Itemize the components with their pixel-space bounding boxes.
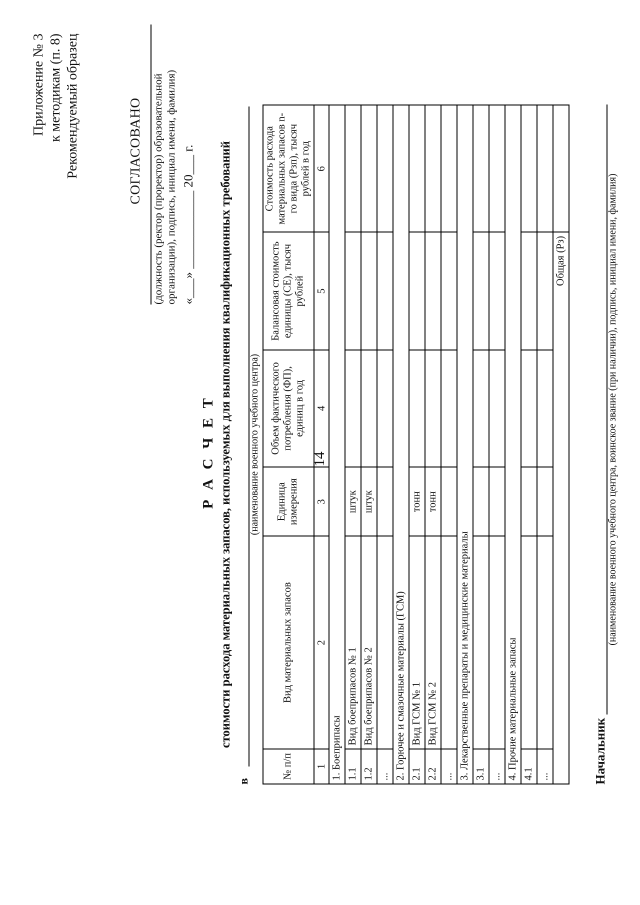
unit: тонн — [425, 467, 441, 536]
material-name: Вид боеприпасов № 1 — [345, 536, 361, 749]
material-name: Вид ГСМ № 1 — [409, 536, 425, 749]
appendix-block — [31, 34, 82, 179]
column-number: 5 — [314, 232, 329, 349]
unit — [441, 467, 457, 536]
material-name — [521, 536, 537, 749]
total-value-cell — [553, 105, 569, 232]
page-number: 14 — [312, 451, 328, 467]
document-title: Р А С Ч Е Т — [200, 395, 217, 509]
unit — [473, 467, 489, 536]
material-name — [377, 536, 393, 749]
table-row — [521, 105, 537, 784]
actual-consumption-cell — [425, 350, 441, 467]
table-row — [425, 105, 441, 784]
row-number: 2.2 — [425, 749, 441, 784]
center-name-caption: (наименование военного учебного центра) — [249, 353, 261, 536]
row-number: 1.2 — [361, 749, 377, 784]
header-actual-consumption: Объем фактического потребления (ФП), единиц в год — [263, 350, 314, 467]
unit-cost-cell — [537, 232, 553, 349]
unit-cost-cell — [441, 232, 457, 349]
expense-cost-cell — [473, 105, 489, 232]
approver-caption-line-1: (должность (ректор (проректор) образовательной — [151, 25, 166, 305]
actual-consumption-cell — [473, 350, 489, 467]
total-row — [553, 105, 569, 784]
expense-cost-cell — [521, 105, 537, 232]
unit — [521, 467, 537, 536]
expense-cost-cell — [377, 105, 393, 232]
header-expense-cost: Стоимость расхода материальных запасов n-го вида (Рзп), тысяч рублей в год — [263, 105, 314, 232]
header-unit-cost: Балансовая стоимость единицы (СЕ), тысяч рублей — [263, 232, 314, 349]
row-number: 1.1 — [345, 749, 361, 784]
table-row — [537, 105, 553, 784]
unit-cost-cell — [361, 232, 377, 349]
head-caption: (наименование военного учебного центра, воинское звание (при наличии), подпись, инициал имени, фамилия) — [607, 173, 619, 646]
approval-date: «___» ____________ 20___ г. — [180, 144, 196, 305]
actual-consumption-cell — [361, 350, 377, 467]
actual-consumption-cell — [409, 350, 425, 467]
in-label: в — [236, 778, 251, 785]
section-label: 3. Лекарственные препараты и медицинские материалы — [457, 105, 473, 784]
actual-consumption-cell — [521, 350, 537, 467]
unit: тонн — [409, 467, 425, 536]
material-name — [473, 536, 489, 749]
section-label: 2. Горючее и смазочные материалы (ГСМ) — [393, 105, 409, 784]
expense-cost-cell — [425, 105, 441, 232]
section-label: 4. Прочие материальные запасы — [505, 105, 521, 784]
unit-cost-cell — [409, 232, 425, 349]
row-number: 3.1 — [473, 749, 489, 784]
unit-cost-cell — [345, 232, 361, 349]
material-name — [537, 536, 553, 749]
expense-cost-cell — [489, 105, 505, 232]
unit — [489, 467, 505, 536]
table-row — [377, 105, 393, 784]
unit — [537, 467, 553, 536]
unit: штук — [345, 467, 361, 536]
column-number: 2 — [314, 536, 329, 749]
expense-cost-cell — [441, 105, 457, 232]
row-number: ... — [441, 749, 457, 784]
material-name — [489, 536, 505, 749]
expense-cost-cell — [537, 105, 553, 232]
unit: штук — [361, 467, 377, 536]
section-row — [393, 105, 409, 784]
header-number: № п/п — [263, 749, 314, 784]
table-row — [345, 105, 361, 784]
unit — [377, 467, 393, 536]
rotated-document — [1, 0, 640, 905]
column-numbers-row — [314, 105, 329, 784]
head-label: Начальник — [592, 717, 608, 785]
approver-caption — [151, 25, 179, 305]
expense-cost-cell — [361, 105, 377, 232]
table-row — [489, 105, 505, 784]
column-number: 1 — [314, 749, 329, 784]
material-name: Вид ГСМ № 2 — [425, 536, 441, 749]
table-row — [361, 105, 377, 784]
material-name: Вид боеприпасов № 2 — [361, 536, 377, 749]
calculation-table — [263, 105, 570, 785]
document-subtitle: стоимости расхода материальных запасов, используемых для выполнения квалификационных требований — [218, 141, 233, 748]
material-name — [441, 536, 457, 749]
actual-consumption-cell — [441, 350, 457, 467]
unit-cost-cell — [489, 232, 505, 349]
section-label: 1. Боеприпасы — [329, 105, 345, 784]
table-row — [473, 105, 489, 784]
table-row — [441, 105, 457, 784]
appendix-line-2: к методикам (п. 8) — [48, 33, 64, 142]
expense-cost-cell — [345, 105, 361, 232]
unit-cost-cell — [473, 232, 489, 349]
unit-cost-cell — [425, 232, 441, 349]
approver-caption-line-2: организации), подпись, инициал имени, фамилия) — [165, 69, 178, 305]
table-row — [409, 105, 425, 784]
row-number: 4.1 — [521, 749, 537, 784]
total-label: Общая (Рз) — [553, 232, 569, 784]
appendix-line-1: Приложение № 3 — [31, 33, 47, 136]
header-material-type: Вид материальных запасов — [263, 536, 314, 749]
row-number: ... — [537, 749, 553, 784]
actual-consumption-cell — [345, 350, 361, 467]
section-row — [329, 105, 345, 784]
approval-title: СОГЛАСОВАНО — [128, 97, 144, 205]
actual-consumption-cell — [537, 350, 553, 467]
section-row — [505, 105, 521, 784]
actual-consumption-cell — [489, 350, 505, 467]
column-number: 4 — [314, 350, 329, 467]
unit-cost-cell — [377, 232, 393, 349]
column-number: 6 — [314, 105, 329, 232]
header-unit: Единица измерения — [263, 467, 314, 536]
actual-consumption-cell — [377, 350, 393, 467]
column-number: 3 — [314, 467, 329, 536]
unit-cost-cell — [521, 232, 537, 349]
row-number: ... — [489, 749, 505, 784]
row-number: 2.1 — [409, 749, 425, 784]
table-header-row — [263, 105, 314, 784]
section-row — [457, 105, 473, 784]
appendix-line-3: Рекомендуемый образец — [65, 33, 81, 179]
expense-cost-cell — [409, 105, 425, 232]
row-number: ... — [377, 749, 393, 784]
